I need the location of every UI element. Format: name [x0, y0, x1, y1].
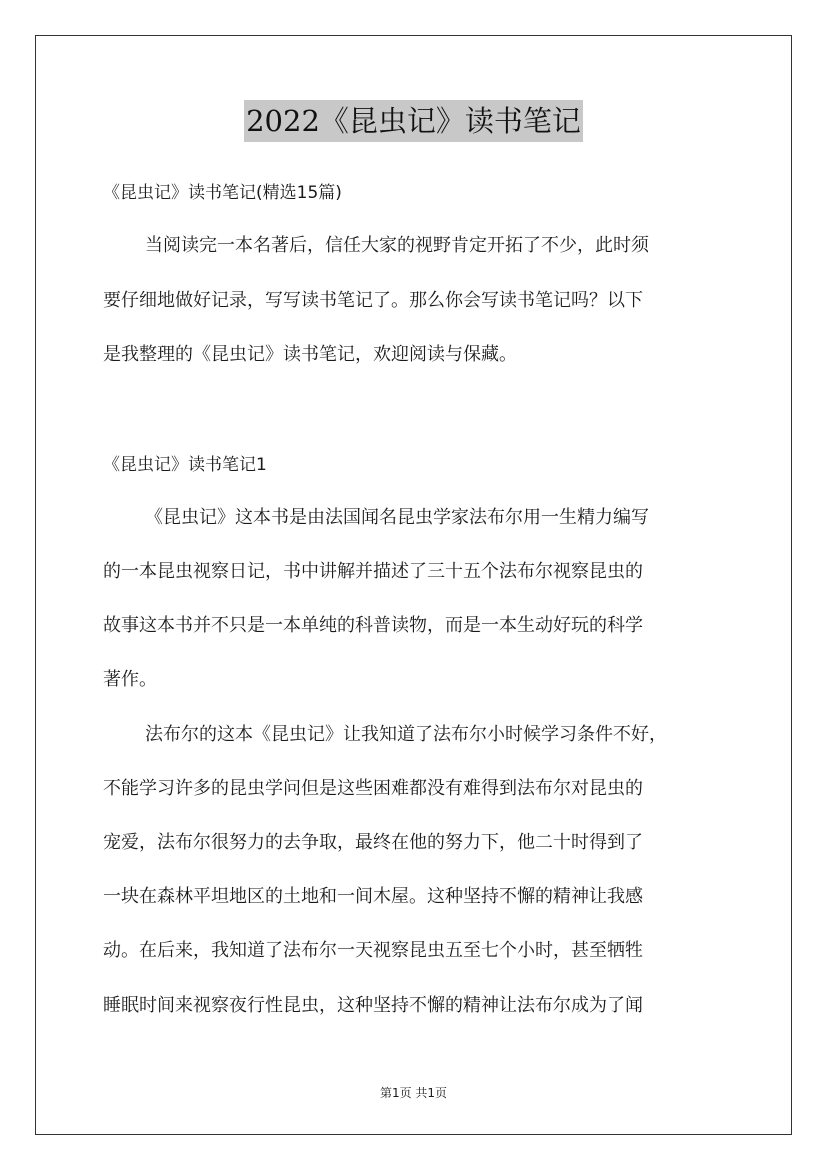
title-container: [0, 100, 827, 142]
intro-line: 是我整理的《昆虫记》读书笔记，欢迎阅读与保藏。: [103, 344, 517, 365]
document-title: 2022《昆虫记》读书笔记: [244, 100, 583, 142]
paragraph1-line: 的一本昆虫视察日记，书中讲解并描述了三十五个法布尔视察昆虫的: [103, 561, 643, 582]
document-subtitle: 《昆虫记》读书笔记(精选15篇): [103, 183, 342, 203]
page-footer: 第1页 共1页: [379, 1086, 448, 1100]
paragraph1-line: 著作。: [103, 669, 157, 690]
paragraph2-line: 法布尔的这本《昆虫记》让我知道了法布尔小时候学习条件不好，: [145, 724, 667, 745]
paragraph2-line: 睡眠时间来视察夜行性昆虫，这种坚持不懈的精神让法布尔成为了闻: [103, 995, 643, 1016]
paragraph2-line: 一块在森林平坦地区的土地和一间木屋。这种坚持不懈的精神让我感: [103, 886, 643, 907]
intro-line: 当阅读完一本名著后，信任大家的视野肯定开拓了不少，此时须: [145, 235, 649, 256]
section-heading: 《昆虫记》读书笔记1: [103, 455, 267, 475]
paragraph2-line: 动。在后来，我知道了法布尔一天视察昆虫五至七个小时，甚至牺牲: [103, 940, 643, 961]
intro-line: 要仔细地做好记录，写写读书笔记了。那么你会写读书笔记吗？以下: [103, 290, 643, 311]
paragraph2-line: 不能学习许多的昆虫学问但是这些困难都没有难得到法布尔对昆虫的: [103, 778, 643, 799]
paragraph1-line: 《昆虫记》这本书是由法国闻名昆虫学家法布尔用一生精力编写: [145, 507, 649, 528]
paragraph2-line: 宠爱，法布尔很努力的去争取，最终在他的努力下，他二十时得到了: [103, 832, 643, 853]
paragraph1-line: 故事这本书并不只是一本单纯的科普读物，而是一本生动好玩的科学: [103, 615, 643, 636]
